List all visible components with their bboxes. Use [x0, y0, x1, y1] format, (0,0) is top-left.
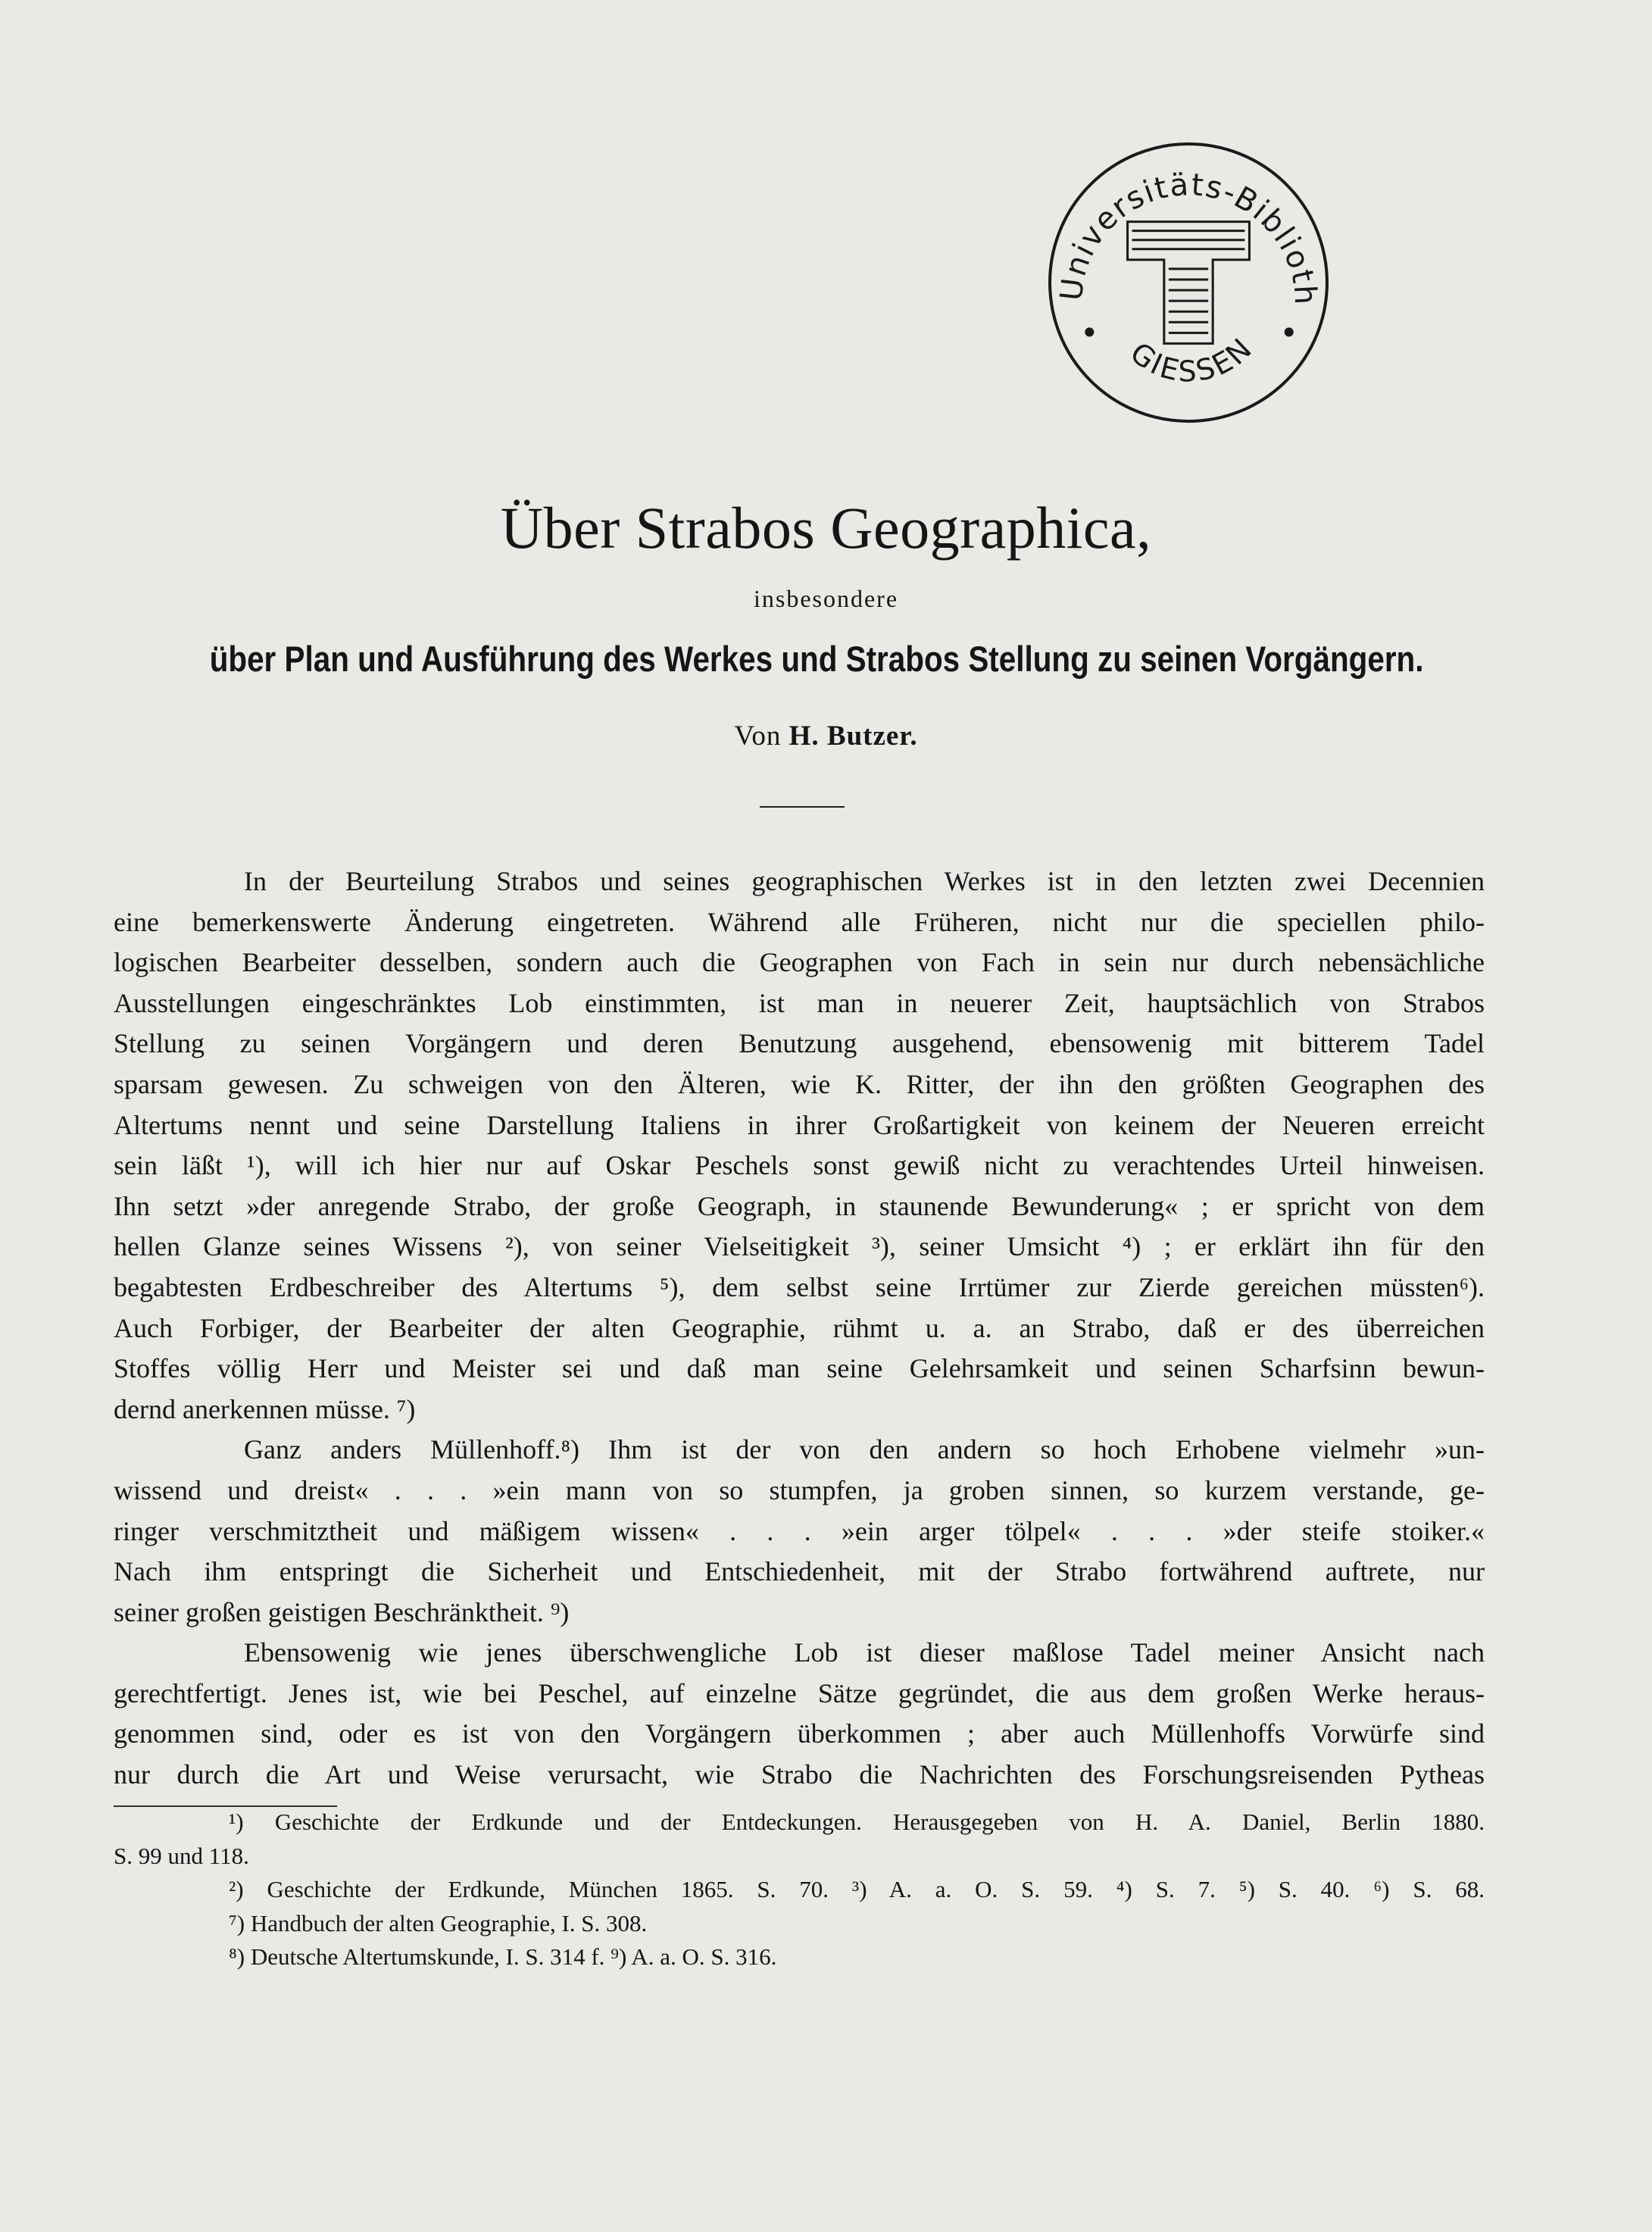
footnote-line: ²) Geschichte der Erdkunde, München 1865. S. 70. ³) A. a. O. S. 59. ⁴) S. 7. ⁵) S. 40. ⁶) S. 68.	[229, 1876, 1485, 1902]
stamp-seal-icon	[1044, 138, 1333, 427]
title-divider	[760, 806, 845, 808]
body-line: Stoffes völlig Herr und Meister sei und daß man seine Gelehrsamkeit und seinen Scharfsinn bewun-	[114, 1353, 1485, 1384]
footnote-line: ¹) Geschichte der Erdkunde und der Entdeckungen. Herausgegeben von H. A. Daniel, Berlin 1880.	[229, 1808, 1485, 1835]
body-line: Auch Forbiger, der Bearbeiter der alten Geographie, rühmt u. a. an Strabo, daß er des überreichen	[114, 1312, 1485, 1343]
library-stamp	[1044, 138, 1333, 427]
footnotes	[114, 1805, 1485, 1974]
body-text	[114, 861, 1485, 1796]
article-subtitle: insbesondere	[753, 585, 899, 612]
body-line: logischen Bearbeiter desselben, sondern auch die Geographen von Fach in sein nur durch nebensächliche	[114, 947, 1485, 978]
body-line: seiner großen geistigen Beschränktheit. ⁹)	[114, 1596, 570, 1627]
body-line: hellen Glanze seines Wissens ²), von seiner Vielseitigkeit ³), seiner Umsicht ⁴) ; er erklärt ihn für den	[114, 1231, 1485, 1262]
article-title: Über Strabos Geographica,	[500, 495, 1152, 561]
author-line	[0, 720, 1652, 752]
body-line: gerechtfertigt. Jenes ist, wie bei Peschel, auf einzelne Sätze gegründet, die aus dem großen Werke heraus-	[114, 1677, 1485, 1708]
body-line: Nach ihm entspringt die Sicherheit und Entschiedenheit, mit der Strabo fortwährend auftrete, nur	[114, 1556, 1485, 1587]
stamp-ring-text: Universitäts-Biblioth	[1054, 167, 1323, 307]
footnote-line: ⁷) Handbuch der alten Geographie, I. S. 308.	[229, 1909, 648, 1937]
body-line: Ihn setzt »der anregende Strabo, der große Geograph, in staunende Bewunderung« ; er spricht von dem	[114, 1190, 1485, 1221]
body-line: eine bemerkenswerte Änderung eingetreten. Während alle Früheren, nicht nur die speciellen philo-	[114, 906, 1485, 937]
footnote-line: ⁸) Deutsche Altertumskunde, I. S. 314 f. ⁹) A. a. O. S. 316.	[229, 1943, 777, 1970]
body-line: genommen sind, oder es ist von den Vorgängern überkommen ; aber auch Müllenhoffs Vorwürfe sind	[114, 1718, 1485, 1749]
body-line: In der Beurteilung Strabos und seines geographischen Werkes ist in den letzten zwei Decennien	[244, 866, 1485, 896]
author-prefix: Von	[734, 721, 782, 752]
body-line: sein läßt ¹), will ich hier nur auf Oskar Peschels sonst gewiß nicht zu verachtendes Urteil hinweisen.	[114, 1150, 1485, 1181]
stamp-bottom-text: GIESSEN	[1123, 331, 1260, 389]
body-line: ringer verschmitztheit und mäßigem wissen« . . . »ein arger tölpel« . . . »der steife stoiker.«	[114, 1515, 1485, 1546]
body-line: Stellung zu seinen Vorgängern und deren Benutzung ausgehend, ebensowenig mit bitterem Tadel	[114, 1028, 1485, 1059]
footnote-line: S. 99 und 118.	[114, 1842, 249, 1869]
body-line: Ganz anders Müllenhoff.⁸) Ihm ist der von den andern so hoch Erhobene vielmehr »un-	[244, 1434, 1485, 1465]
body-line: nur durch die Art und Weise verursacht, wie Strabo die Nachrichten des Forschungsreisenden Pytheas	[114, 1759, 1485, 1790]
body-line: sparsam gewesen. Zu schweigen von den Älteren, wie K. Ritter, der ihn den größten Geographen des	[114, 1068, 1485, 1099]
body-line: begabtesten Erdbeschreiber des Altertums ⁵), dem selbst seine Irrtümer zur Zierde gereichen müssten⁶).	[114, 1271, 1485, 1302]
body-line: wissend und dreist« . . . »ein mann von so stumpfen, ja groben sinnen, so kurzem verstande, ge-	[114, 1474, 1485, 1505]
article-subtitle-main: über Plan und Ausführung des Werkes und Strabos Stellung zu seinen Vorgängern.	[209, 639, 1424, 679]
body-line: Ebensowenig wie jenes überschwengliche Lob ist dieser maßlose Tadel meiner Ansicht nach	[244, 1637, 1485, 1668]
body-line: Altertums nennt und seine Darstellung Italiens in ihrer Großartigkeit von keinem der Neueren erreicht	[114, 1109, 1485, 1140]
body-line: Ausstellungen eingeschränktes Lob einstimmten, ist man in neuerer Zeit, hauptsächlich von Strabos	[114, 987, 1485, 1018]
svg-text:GIESSEN	[1123, 331, 1260, 389]
body-line: dernd anerkennen müsse. ⁷)	[114, 1393, 416, 1424]
author-name: H. Butzer.	[789, 721, 918, 752]
